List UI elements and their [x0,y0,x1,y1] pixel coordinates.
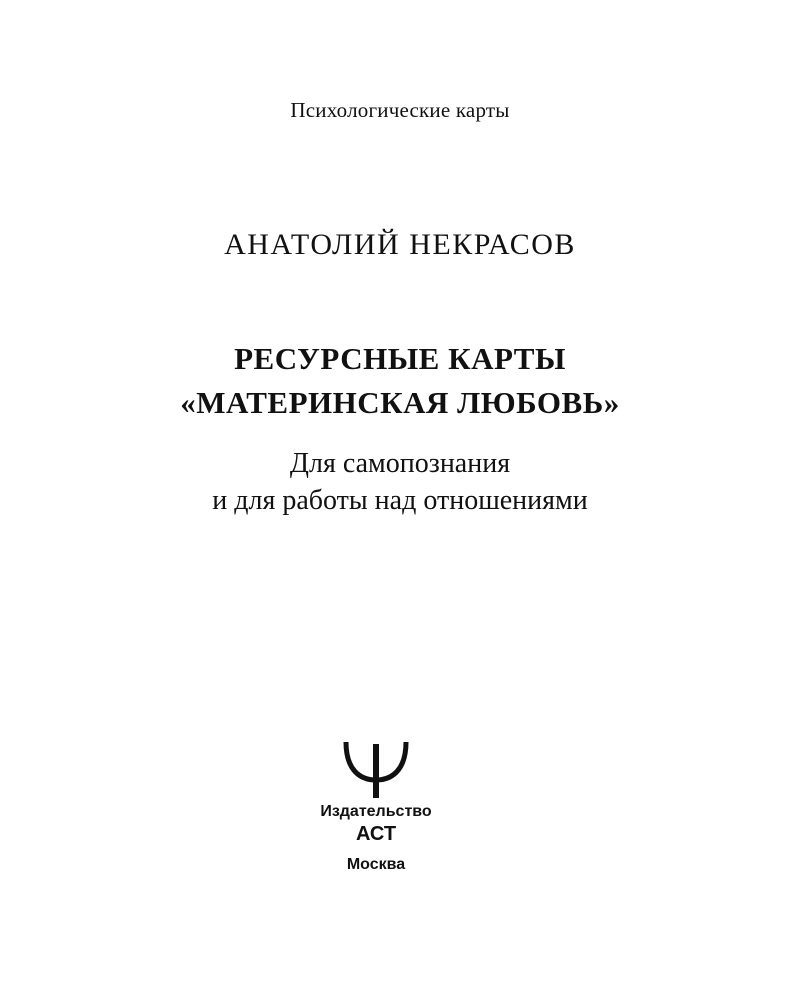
book-subtitle-line-1: Для самопознания [289,448,511,479]
series-name: Психологические карты [290,98,510,122]
publisher-name: АСТ [355,823,397,845]
psi-logo-icon [340,740,412,798]
book-title-line-1: РЕСУРСНЫЕ КАРТЫ [234,341,566,376]
publisher-label: Издательство [320,803,432,820]
book-title-line-2: «МАТЕРИНСКАЯ ЛЮБОВЬ» [180,385,620,420]
author-name: АНАТОЛИЙ НЕКРАСОВ [224,228,576,261]
publisher-city: Москва [346,856,406,873]
book-subtitle-line-2: и для работы над отношениями [212,485,588,516]
